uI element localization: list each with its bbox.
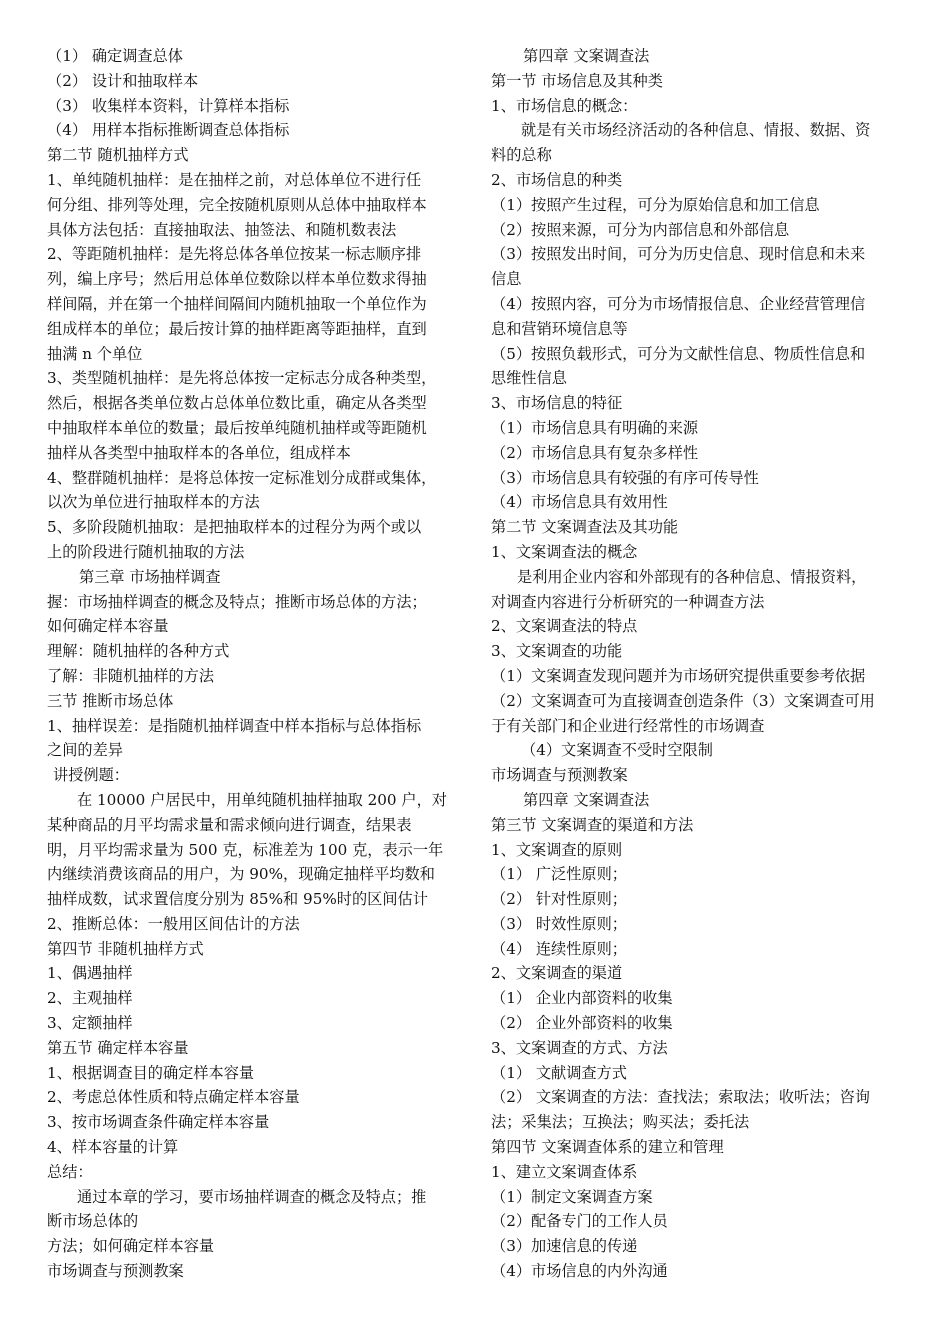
right-line: 第四章 文案调查法	[523, 47, 650, 65]
left-line: 样间隔，并在第一个抽样间隔间内随机抽取一个单位作为	[47, 294, 427, 313]
right-line: 料的总称	[491, 146, 552, 165]
left-line: 组成样本的单位；最后按计算的抽样距离等距抽样，直到	[47, 319, 427, 338]
right-line: 第四节 文案调查体系的建立和管理	[491, 1138, 724, 1157]
left-line: （1） 确定调查总体	[47, 47, 183, 65]
left-line: 5、多阶段随机抽取：是把抽取样本的过程分为两个或以	[47, 518, 422, 537]
left-line: 以次为单位进行抽取样本的方法	[47, 493, 260, 512]
right-line: （3）市场信息具有较强的有序可传导性	[491, 468, 759, 487]
left-line: 1、偶遇抽样	[47, 964, 133, 983]
right-line: 对调查内容进行分析研究的一种调查方法	[491, 592, 765, 611]
left-line: 3、类型随机抽样：是先将总体按一定标志分成各种类型，	[47, 369, 437, 388]
right-line: （3）按照发出时间，可分为历史信息、现时信息和未来	[491, 245, 866, 264]
left-line: 2、等距随机抽样：是先将总体各单位按某一标志顺序排	[47, 245, 422, 264]
right-line: 是利用企业内容和外部现有的各种信息、情报资料，	[517, 567, 867, 586]
right-line: （4） 连续性原则；	[491, 939, 627, 958]
left-line: 具体方法包括：直接抽取法、抽签法、和随机数表法	[47, 220, 397, 239]
right-line: 息和营销环境信息等	[491, 319, 628, 338]
left-line: 1、单纯随机抽样：是在抽样之前，对总体单位不进行任	[47, 170, 422, 189]
left-line: 何分组、排列等处理，完全按随机原则从总体中抽取样本	[47, 195, 427, 214]
right-line: （1）制定文案调查方案	[491, 1187, 653, 1206]
left-line: 了解：非随机抽样的方法	[47, 666, 215, 685]
right-line: 1、建立文案调查体系	[491, 1162, 638, 1181]
left-line: 通过本章的学习，要市场抽样调查的概念及特点；推	[77, 1187, 427, 1206]
right-line: （3）加速信息的传递	[491, 1237, 638, 1256]
right-line: （2）按照来源，可分为内部信息和外部信息	[491, 220, 790, 239]
right-line: （1）按照产生过程，可分为原始信息和加工信息	[491, 195, 820, 214]
right-line: （2）文案调查可为直接调查创造条件（3）文案调查可用	[491, 691, 875, 710]
left-line: 3、按市场调查条件确定样本容量	[47, 1113, 270, 1132]
left-line: 某种商品的月平均需求量和需求倾向进行调查，结果表	[47, 815, 412, 834]
left-line: 断市场总体的	[47, 1212, 139, 1231]
right-line: 1、文案调查的原则	[491, 840, 623, 859]
right-line: （5）按照负载形式，可分为文献性信息、物质性信息和	[491, 344, 866, 363]
right-line: 2、文案调查的渠道	[491, 964, 623, 983]
left-line: 第五节 确定样本容量	[47, 1038, 189, 1057]
left-line: 之间的差异	[47, 741, 123, 760]
left-line: 在 10000 户居民中，用单纯随机抽样抽取 200 户，对	[77, 790, 447, 809]
left-line: 明，月平均需求量为 500 克，标准差为 100 克，表示一年	[47, 840, 444, 859]
right-line: （4）按照内容，可分为市场情报信息、企业经营管理信	[491, 294, 866, 313]
left-line: 方法；如何确定样本容量	[47, 1237, 215, 1256]
left-line: 理解：随机抽样的各种方式	[47, 642, 230, 661]
left-line: 第四节 非随机抽样方式	[47, 939, 204, 958]
left-line: 2、推断总体：一般用区间估计的方法	[47, 914, 300, 933]
left-line: 第三章 市场抽样调查	[79, 567, 221, 586]
right-line: 2、市场信息的种类	[491, 170, 623, 189]
right-line: 市场调查与预测教案	[491, 766, 628, 785]
left-line: 上的阶段进行随机抽取的方法	[47, 542, 245, 561]
right-line: （1）文案调查发现问题并为市场研究提供重要参考依据	[491, 666, 866, 685]
left-line: 列，编上序号；然后用总体单位数除以样本单位数求得抽	[47, 270, 427, 289]
right-line: （2） 企业外部资料的收集	[491, 1014, 673, 1033]
right-line: （4）市场信息具有效用性	[491, 493, 668, 512]
left-column	[47, 44, 461, 1284]
left-line: 中抽取样本单位的数量；最后按单纯随机抽样或等距随机	[47, 418, 427, 437]
left-line: 2、主观抽样	[47, 989, 133, 1008]
right-line: 第三节 文案调查的渠道和方法	[491, 815, 694, 834]
left-line: 第二节 随机抽样方式	[47, 146, 189, 165]
right-line: （3） 时效性原则；	[491, 914, 627, 933]
left-line: 市场调查与预测教案	[47, 1262, 184, 1281]
right-line: 就是有关市场经济活动的各种信息、情报、数据、资	[521, 121, 871, 140]
right-line: 2、文案调查法的特点	[491, 617, 638, 636]
left-line: 4、样本容量的计算	[47, 1138, 179, 1157]
right-line: 3、市场信息的特征	[491, 394, 623, 413]
left-line: 如何确定样本容量	[47, 617, 169, 636]
left-line: 抽满 n 个单位	[47, 344, 143, 363]
right-line: （2）市场信息具有复杂多样性	[491, 443, 699, 462]
right-line: 3、文案调查的功能	[491, 642, 623, 661]
right-line: 法；采集法；互换法；购买法；委托法	[491, 1113, 750, 1132]
left-line: 内继续消费该商品的用户，为 90%，现确定抽样平均数和	[47, 865, 435, 884]
right-line: 1、市场信息的概念：	[491, 96, 638, 115]
right-line: （4）市场信息的内外沟通	[491, 1262, 668, 1281]
left-line: 3、定额抽样	[47, 1014, 133, 1033]
left-line: 1、根据调查目的确定样本容量	[47, 1063, 255, 1082]
right-line: 第二节 文案调查法及其功能	[491, 518, 679, 537]
right-line: （2） 针对性原则；	[491, 890, 627, 909]
left-line: 4、整群随机抽样：是将总体按一定标准划分成群或集体，	[47, 468, 437, 487]
right-line: 第四章 文案调查法	[523, 790, 650, 809]
left-line: 三节 推断市场总体	[47, 691, 174, 710]
left-line: 讲授例题：	[53, 766, 129, 785]
left-line: 抽样成数，试求置信度分别为 85%和 95%时的区间估计	[47, 890, 428, 909]
left-line: 然后，根据各类单位数占总体单位数比重，确定从各类型	[47, 394, 427, 413]
right-line: （4）文案调查不受时空限制	[521, 741, 713, 760]
right-line: （1） 企业内部资料的收集	[491, 989, 673, 1008]
right-line: 1、文案调查法的概念	[491, 542, 638, 561]
left-line: 1、抽样误差：是指随机抽样调查中样本指标与总体指标	[47, 716, 422, 735]
right-line: 信息	[491, 270, 522, 289]
right-line: （1） 广泛性原则；	[491, 865, 627, 884]
left-line: 总结：	[47, 1162, 93, 1181]
right-line: （1）市场信息具有明确的来源	[491, 418, 699, 437]
left-line: 抽样从各类型中抽取样本的各单位，组成样本	[47, 443, 351, 462]
left-line: （3） 收集样本资料，计算样本指标	[47, 96, 290, 115]
right-line: （2） 文案调查的方法：查找法；索取法；收听法；咨询	[491, 1088, 870, 1107]
right-line: （1） 文献调查方式	[491, 1063, 627, 1082]
left-line: 握：市场抽样调查的概念及特点；推断市场总体的方法；	[47, 592, 427, 611]
left-line: （4） 用样本指标推断调查总体指标	[47, 121, 290, 140]
right-line: （2）配备专门的工作人员	[491, 1212, 668, 1231]
right-line: 3、文案调查的方式、方法	[491, 1038, 668, 1057]
left-line: （2） 设计和抽取样本	[47, 71, 199, 90]
right-line: 于有关部门和企业进行经常性的市场调查	[491, 716, 765, 735]
right-line: 第一节 市场信息及其种类	[491, 71, 663, 90]
right-column	[491, 44, 905, 1284]
right-line: 思维性信息	[491, 369, 567, 388]
left-line: 2、考虑总体性质和特点确定样本容量	[47, 1088, 300, 1107]
